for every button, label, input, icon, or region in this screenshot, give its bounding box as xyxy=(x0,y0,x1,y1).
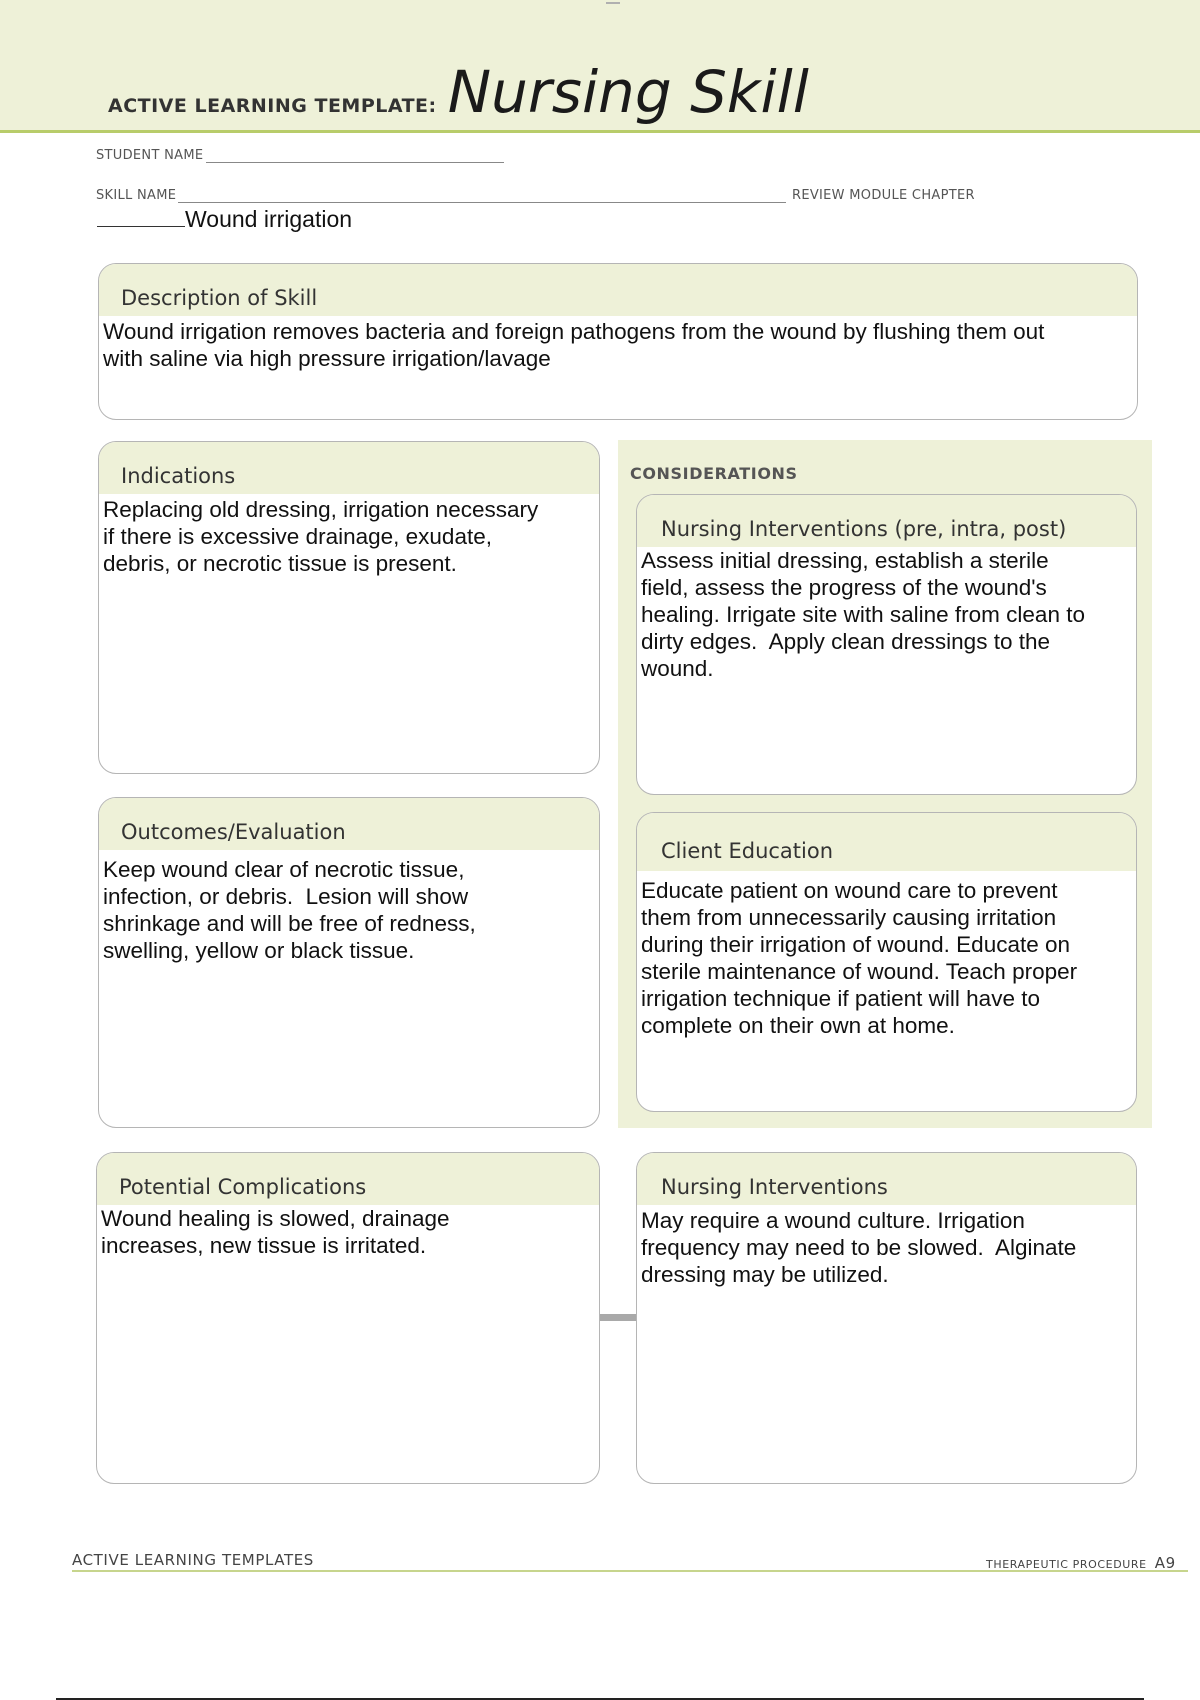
skill-name-value: Wound irrigation xyxy=(185,206,353,232)
client-education-body[interactable]: Educate patient on wound care to prevent them from unnecessarily causing irritation during their irrigation of wound. Educate on sterile maintenance of wound. Teach proper irrigation technique if patient will have to complete on their own at home. xyxy=(641,878,1078,1038)
footer-page-number: A9 xyxy=(1154,1554,1176,1572)
footer-divider xyxy=(72,1570,1188,1572)
outcomes-box xyxy=(98,797,600,1128)
outcomes-title: Outcomes/Evaluation xyxy=(99,798,599,850)
indications-title: Indications xyxy=(99,442,599,494)
footer-section: THERAPEUTIC PROCEDURE xyxy=(986,1558,1147,1571)
template-label: ACTIVE LEARNING TEMPLATE: xyxy=(108,95,437,117)
description-title: Description of Skill xyxy=(99,264,1137,316)
client-education-title: Client Education xyxy=(637,813,1136,871)
skill-name-underline xyxy=(97,206,185,227)
nursing-interventions-title: Nursing Interventions xyxy=(637,1153,1136,1205)
footer-left: ACTIVE LEARNING TEMPLATES xyxy=(72,1551,314,1569)
considerations-label: CONSIDERATIONS xyxy=(630,464,798,483)
nursing-interventions-ppp-box xyxy=(636,494,1137,795)
description-box xyxy=(98,263,1138,420)
nursing-interventions-body[interactable]: May require a wound culture. Irrigation frequency may need to be slowed. Alginate dressing may be utilized. xyxy=(641,1208,1077,1287)
complications-box xyxy=(96,1152,600,1484)
complications-body[interactable]: Wound healing is slowed, drainage increases, new tissue is irritated. xyxy=(101,1206,450,1258)
skill-name-line xyxy=(178,202,786,203)
nursing-interventions-ppp-body[interactable]: Assess initial dressing, establish a sterile field, assess the progress of the wound's healing. Irrigate site with saline from clean to dirty edges. Apply clean dressings to the wound. xyxy=(641,548,1085,681)
review-module-label: REVIEW MODULE CHAPTER xyxy=(792,188,975,203)
skill-name-label: SKILL NAME xyxy=(96,188,177,203)
outcomes-body[interactable]: Keep wound clear of necrotic tissue, infection, or debris. Lesion will show shrinkage and will be free of redness, swelling, yellow or black tissue. xyxy=(103,857,476,963)
top-mark xyxy=(606,0,620,4)
description-body[interactable]: Wound irrigation removes bacteria and foreign pathogens from the wound by flushing them out with saline via high pressure irrigation/lavage xyxy=(103,319,1045,371)
indications-body[interactable]: Replacing old dressing, irrigation necessary if there is excessive drainage, exudate, debris, or necrotic tissue is present. xyxy=(103,497,539,576)
student-name-label: STUDENT NAME xyxy=(96,148,204,163)
student-name-field[interactable] xyxy=(206,162,504,163)
header-band xyxy=(0,0,1200,133)
page-title xyxy=(108,58,809,126)
template-name: Nursing Skill xyxy=(447,58,809,126)
nursing-interventions-box xyxy=(636,1152,1137,1484)
complications-title: Potential Complications xyxy=(97,1153,599,1205)
box-connector xyxy=(600,1314,636,1321)
client-education-box xyxy=(636,812,1137,1112)
skill-name-field[interactable] xyxy=(97,206,352,233)
nursing-interventions-ppp-title: Nursing Interventions (pre, intra, post) xyxy=(637,495,1136,547)
indications-box xyxy=(98,441,600,774)
